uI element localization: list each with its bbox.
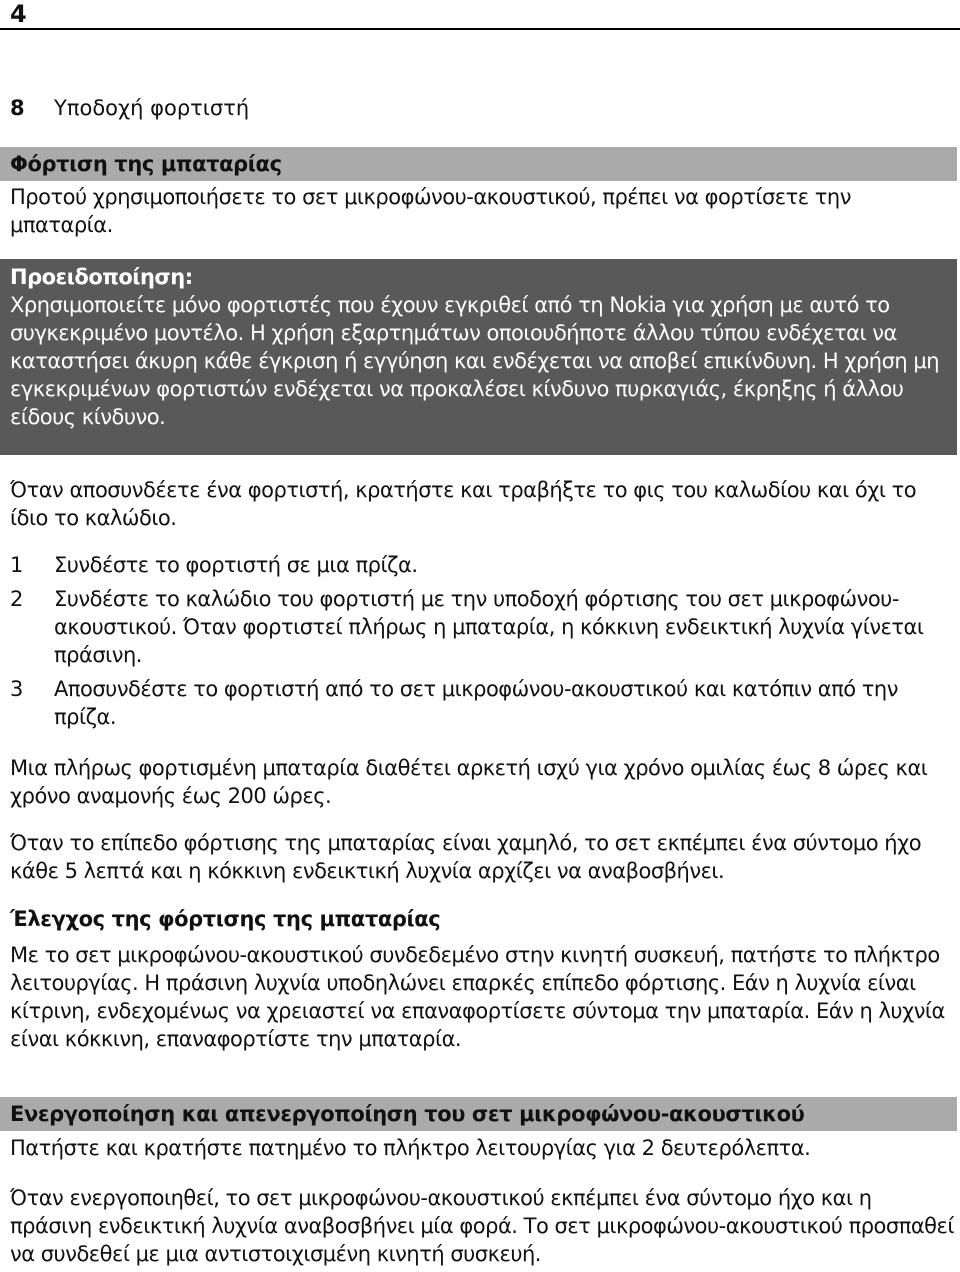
- warning-box: [0, 259, 957, 455]
- section-heading-charging: Φόρτιση της μπαταρίας: [0, 147, 957, 181]
- power-result: Όταν ενεργοποιηθεί, το σετ μικροφώνου-ακουστικού εκπέμπει ένα σύντομο ήχο και η πράσινη ενδεικτική λυχνία αναβοσβήνει μία φορά. Το σετ μικροφώνου-ακουστικού προσπαθεί να συνδεθεί με μια αντιστοιχισμένη κινητή συσκευή.: [10, 1186, 954, 1266]
- step-text: Συνδέστε το καλώδιο του φορτιστή με την υποδοχή φόρτισης του σετ μικροφώνου-ακουστικού. Όταν φορτιστεί πλήρως η μπαταρία, η κόκκινη ενδεικτική λυχνία γίνεται πράσινη.: [54, 587, 924, 667]
- page-number: 4: [10, 0, 27, 28]
- steps-list: [10, 551, 955, 737]
- list-item: [10, 551, 955, 579]
- charging-intro: Προτού χρησιμοποιήσετε το σετ μικροφώνου-ακουστικού, πρέπει να φορτίσετε την μπαταρία.: [10, 185, 851, 237]
- figure-number: 8: [10, 96, 25, 120]
- figure-caption: Υποδοχή φορτιστή: [54, 96, 250, 120]
- warning-title: Προειδοποίηση:: [10, 265, 193, 289]
- power-instruction: Πατήστε και κρατήστε πατημένο το πλήκτρο λειτουργίας για 2 δευτερόλεπτα.: [10, 1136, 811, 1160]
- low-battery-text: Όταν το επίπεδο φόρτισης της μπαταρίας είναι χαμηλό, το σετ εκπέμπει ένα σύντομο ήχο κάθε 5 λεπτά και η κόκκινη ενδεικτική λυχνία αρχίζει να αναβοσβήνει.: [10, 831, 922, 883]
- list-item: [10, 585, 955, 669]
- header-rule: [0, 28, 960, 30]
- figure-caption-row: [10, 92, 249, 124]
- check-body: Με το σετ μικροφώνου-ακουστικού συνδεδεμένο στην κινητή συσκευή, πατήστε το πλήκτρο λειτουργίας. Η πράσινη λυχνία υποδηλώνει επαρκές επίπεδο φόρτισης. Εάν η λυχνία είναι κίτρινη, ενδεχομένως να χρειαστεί να επαναφορτίσετε σύντομα την μπαταρία. Εάν η λυχνία είναι κόκκινη, επαναφορτίστε την μπαταρία.: [10, 943, 945, 1051]
- step-number: 1: [10, 553, 23, 577]
- step-text: Αποσυνδέστε το φορτιστή από το σετ μικροφώνου-ακουστικού και κατόπιν από την πρίζα.: [54, 677, 898, 729]
- step-text: Συνδέστε το φορτιστή σε μια πρίζα.: [54, 553, 418, 577]
- disconnect-note: Όταν αποσυνδέετε ένα φορτιστή, κρατήστε και τραβήξτε το φις του καλωδίου και όχι το ίδιο το καλώδιο.: [10, 478, 917, 530]
- warning-body: Χρησιμοποιείτε μόνο φορτιστές που έχουν εγκριθεί από τη Nokia για χρήση με αυτό το συγκεκριμένο μοντέλο. Η χρήση εξαρτημάτων οποιουδήποτε άλλου τύπου ενδέχεται να καταστήσει άκυρη κάθε έγκριση ή εγγύηση και ενδέχεται να αποβεί επικίνδυνη. Η χρήση μη εγκεκριμένων φορτιστών ενδέχεται να προκαλέσει κίνδυνο πυρκαγιάς, έκρηξης ή άλλου είδους κίνδυνο.: [10, 293, 940, 429]
- section-heading-check: Έλεγχος της φόρτισης της μπαταρίας: [10, 907, 441, 931]
- battery-capacity-text: Μια πλήρως φορτισμένη μπαταρία διαθέτει αρκετή ισχύ για χρόνο ομιλίας έως 8 ώρες και χρόνο αναμονής έως 200 ώρες.: [10, 756, 928, 808]
- list-item: [10, 675, 955, 731]
- step-number: 3: [10, 677, 23, 701]
- section-heading-power: Ενεργοποίηση και απενεργοποίηση του σετ μικροφώνου-ακουστικού: [0, 1097, 957, 1131]
- step-number: 2: [10, 587, 23, 611]
